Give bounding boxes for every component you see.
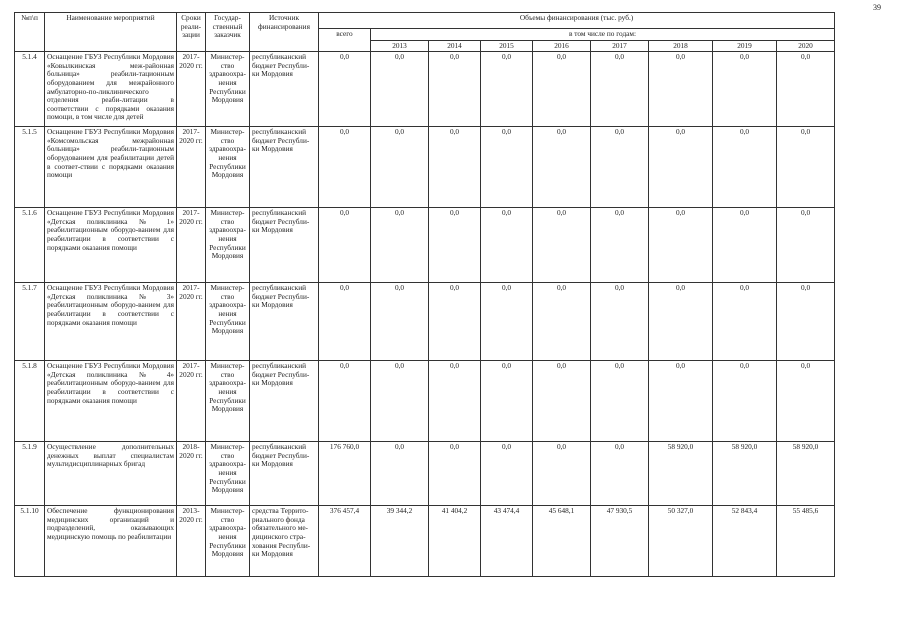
row-source: республиканский бюджет Республи-ки Мордовия	[250, 361, 319, 442]
row-value-2018: 0,0	[649, 283, 713, 361]
row-value-2017: 0,0	[591, 52, 649, 127]
row-customer: Министер-ство здравоохра-нения Республики Мордовия	[206, 52, 250, 127]
row-num: 5.1.4	[15, 52, 45, 127]
row-customer: Министер-ство здравоохра-нения Республики Мордовия	[206, 361, 250, 442]
row-total: 376 457,4	[319, 506, 371, 577]
header-year-2013: 2013	[371, 40, 429, 52]
row-total: 0,0	[319, 361, 371, 442]
row-value-2015: 0,0	[481, 283, 533, 361]
table-row	[15, 127, 835, 208]
row-name: Осуществление дополнительных денежных выплат специалистам мультидисциплинарных бригад	[45, 442, 177, 506]
row-total: 0,0	[319, 127, 371, 208]
row-value-2018: 0,0	[649, 52, 713, 127]
row-value-2018: 50 327,0	[649, 506, 713, 577]
row-value-2017: 47 930,5	[591, 506, 649, 577]
row-value-2014: 0,0	[429, 283, 481, 361]
row-value-2014: 0,0	[429, 208, 481, 283]
row-term: 2013-2020 гг.	[177, 506, 206, 577]
row-term: 2017-2020 гг.	[177, 283, 206, 361]
row-value-2016: 0,0	[533, 283, 591, 361]
page-number: 39	[873, 3, 881, 12]
table-row	[15, 52, 835, 127]
row-value-2016: 0,0	[533, 442, 591, 506]
row-name: Оснащение ГБУЗ Республики Мордовия «Детская поликлиника № 1» реабилитационным оборудо-ванием для реабилитации в соответствии с порядками оказания помощи	[45, 208, 177, 283]
row-value-2019: 0,0	[713, 127, 777, 208]
row-source: республиканский бюджет Республи-ки Мордовия	[250, 442, 319, 506]
row-name: Оснащение ГБУЗ Республики Мордовия «Ковылкинская меж-районная больница» реабили-тационным оборудованием для межрайонного амбулаторно-по-ликлинического отделения реаби-литации в соответствии с порядками оказания помощи, в том числе для детей	[45, 52, 177, 127]
row-source: республиканский бюджет Республи-ки Мордовия	[250, 283, 319, 361]
header-year-2018: 2018	[649, 40, 713, 52]
row-value-2020: 0,0	[777, 361, 835, 442]
row-value-2019: 0,0	[713, 361, 777, 442]
row-value-2019: 58 920,0	[713, 442, 777, 506]
row-value-2015: 43 474,4	[481, 506, 533, 577]
financing-table	[14, 12, 835, 577]
row-value-2016: 0,0	[533, 208, 591, 283]
row-value-2014: 41 404,2	[429, 506, 481, 577]
header-customer: Государ-ственный заказчик	[206, 13, 250, 52]
row-value-2020: 0,0	[777, 208, 835, 283]
row-value-2018: 58 920,0	[649, 442, 713, 506]
header-year-2017: 2017	[591, 40, 649, 52]
row-num: 5.1.6	[15, 208, 45, 283]
row-value-2014: 0,0	[429, 52, 481, 127]
row-value-2013: 0,0	[371, 361, 429, 442]
header-total: всего	[319, 29, 371, 52]
row-value-2013: 0,0	[371, 52, 429, 127]
row-value-2016: 0,0	[533, 127, 591, 208]
row-name: Обеспечение функционирования медицинских организаций и подразделений, оказывающих медицинскую помощь по реабилитации	[45, 506, 177, 577]
row-term: 2017-2020 гг.	[177, 208, 206, 283]
header-num: №п\п	[15, 13, 45, 52]
row-value-2020: 58 920,0	[777, 442, 835, 506]
row-num: 5.1.10	[15, 506, 45, 577]
row-value-2020: 0,0	[777, 127, 835, 208]
row-value-2017: 0,0	[591, 208, 649, 283]
row-customer: Министер-ство здравоохра-нения Республики Мордовия	[206, 506, 250, 577]
table-row	[15, 506, 835, 577]
row-value-2015: 0,0	[481, 52, 533, 127]
row-value-2013: 0,0	[371, 283, 429, 361]
row-num: 5.1.7	[15, 283, 45, 361]
row-value-2017: 0,0	[591, 127, 649, 208]
row-source: республиканский бюджет Республи-ки Мордовия	[250, 208, 319, 283]
row-term: 2017-2020 гг.	[177, 361, 206, 442]
row-value-2018: 0,0	[649, 127, 713, 208]
row-customer: Министер-ство здравоохра-нения Республики Мордовия	[206, 208, 250, 283]
row-value-2016: 0,0	[533, 361, 591, 442]
header-by-year: в том числе по годам:	[371, 29, 835, 41]
row-customer: Министер-ство здравоохра-нения Республики Мордовия	[206, 127, 250, 208]
row-value-2017: 0,0	[591, 361, 649, 442]
row-name: Оснащение ГБУЗ Республики Мордовия «Комсомольская межрайонная больница» реабили-тационным оборудованием для реабилитации детей в соответ-ствии с порядками оказания помощи	[45, 127, 177, 208]
row-num: 5.1.5	[15, 127, 45, 208]
row-total: 0,0	[319, 52, 371, 127]
row-name: Оснащение ГБУЗ Республики Мордовия «Детская поликлиника № 4» реабилитационным оборудо-ванием для реабилитации в соответствии с порядками оказания помощи	[45, 361, 177, 442]
row-value-2020: 0,0	[777, 52, 835, 127]
row-term: 2017-2020 гг.	[177, 52, 206, 127]
row-term: 2017-2020 гг.	[177, 127, 206, 208]
header-source: Источник финансирования	[250, 13, 319, 52]
row-total: 0,0	[319, 283, 371, 361]
row-value-2017: 0,0	[591, 283, 649, 361]
header-name: Наименование мероприятий	[45, 13, 177, 52]
row-source: республиканский бюджет Республи-ки Мордовия	[250, 52, 319, 127]
row-value-2020: 55 485,6	[777, 506, 835, 577]
header-volumes: Объемы финансирования (тыс. руб.)	[319, 13, 835, 29]
row-value-2014: 0,0	[429, 442, 481, 506]
row-value-2014: 0,0	[429, 361, 481, 442]
header-year-2019: 2019	[713, 40, 777, 52]
row-value-2018: 0,0	[649, 208, 713, 283]
row-source: республиканский бюджет Республи-ки Мордовия	[250, 127, 319, 208]
table-row	[15, 442, 835, 506]
header-year-2020: 2020	[777, 40, 835, 52]
row-value-2015: 0,0	[481, 208, 533, 283]
row-customer: Министер-ство здравоохра-нения Республики Мордовия	[206, 283, 250, 361]
row-total: 176 760,0	[319, 442, 371, 506]
row-value-2015: 0,0	[481, 442, 533, 506]
row-value-2018: 0,0	[649, 361, 713, 442]
row-source: средства Террито-риального фонда обязательного ме-дицинского стра-хования Республи-ки Мордовия	[250, 506, 319, 577]
row-value-2016: 0,0	[533, 52, 591, 127]
header-year-2015: 2015	[481, 40, 533, 52]
header-year-2014: 2014	[429, 40, 481, 52]
row-value-2015: 0,0	[481, 361, 533, 442]
header-year-2016: 2016	[533, 40, 591, 52]
row-value-2013: 0,0	[371, 127, 429, 208]
row-value-2015: 0,0	[481, 127, 533, 208]
row-total: 0,0	[319, 208, 371, 283]
table-row	[15, 283, 835, 361]
row-value-2019: 0,0	[713, 52, 777, 127]
row-num: 5.1.9	[15, 442, 45, 506]
row-value-2019: 0,0	[713, 283, 777, 361]
row-term: 2018-2020 гг.	[177, 442, 206, 506]
row-customer: Министер-ство здравоохра-нения Республики Мордовия	[206, 442, 250, 506]
row-value-2013: 0,0	[371, 442, 429, 506]
row-value-2016: 45 648,1	[533, 506, 591, 577]
table-row	[15, 361, 835, 442]
row-num: 5.1.8	[15, 361, 45, 442]
row-value-2019: 0,0	[713, 208, 777, 283]
table-row	[15, 208, 835, 283]
row-value-2013: 0,0	[371, 208, 429, 283]
row-value-2020: 0,0	[777, 283, 835, 361]
row-value-2014: 0,0	[429, 127, 481, 208]
row-name: Оснащение ГБУЗ Республики Мордовия «Детская поликлиника № 3» реабилитационным оборудо-ванием для реабилитации в соответствии с порядками оказания помощи	[45, 283, 177, 361]
row-value-2017: 0,0	[591, 442, 649, 506]
row-value-2019: 52 843,4	[713, 506, 777, 577]
header-term: Сроки реали-зации	[177, 13, 206, 52]
row-value-2013: 39 344,2	[371, 506, 429, 577]
